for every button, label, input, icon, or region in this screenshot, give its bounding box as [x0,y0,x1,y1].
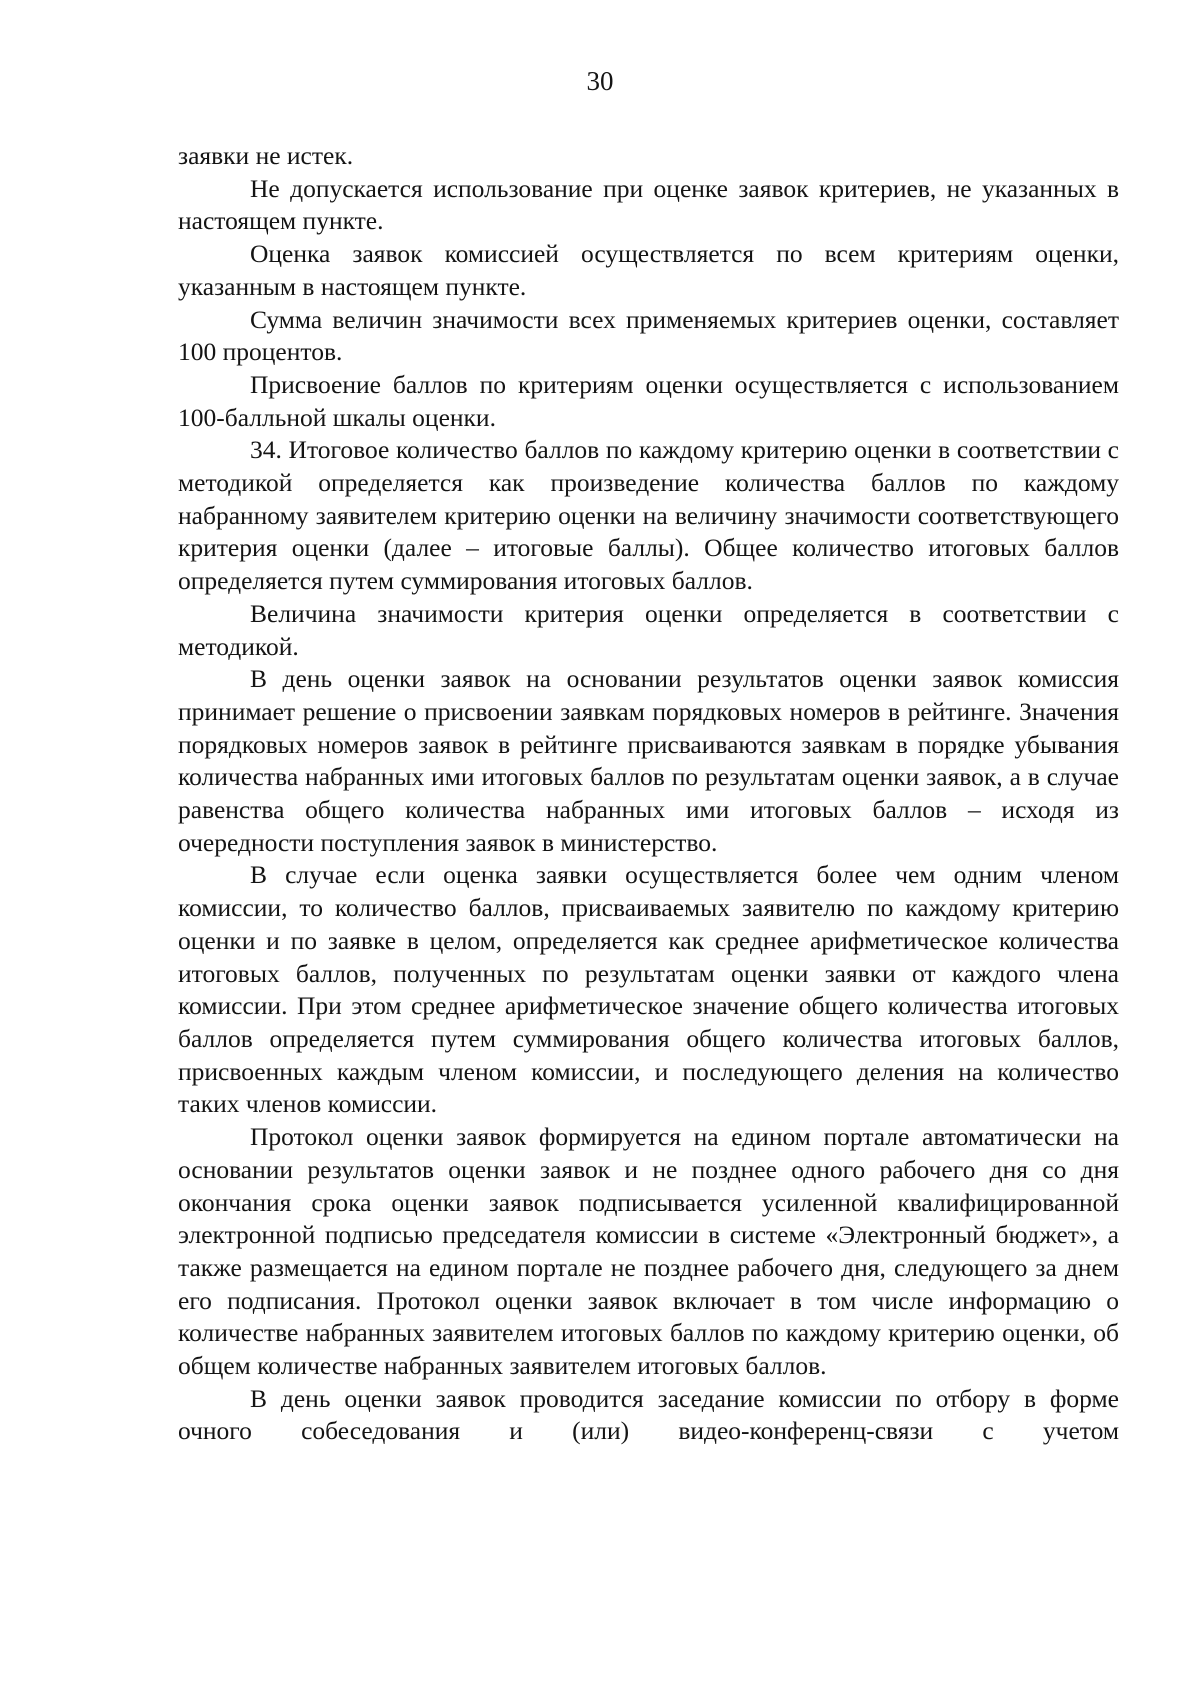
paragraph: В случае если оценка заявки осуществляется более чем одним членом комиссии, то количество баллов, присваиваемых заявителю по каждому критерию оценки и по заявке в целом, определяется как среднее арифметическое количества итоговых баллов, полученных по результатам оценки заявки от каждого члена комиссии. При этом среднее арифметическое значение общего количества итоговых баллов определяется путем суммирования общего количества итоговых баллов, присвоенных каждым членом комиссии, и последующего деления на количество таких членов комиссии. [178,860,1119,1119]
paragraph-item-34: 34. Итоговое количество баллов по каждому критерию оценки в соответствии с методикой определяется как произведение количества баллов по каждому набранному заявителем критерию оценки на величину значимости соответствующего критерия оценки (далее – итоговые баллы). Общее количество итоговых баллов определяется путем суммирования итоговых баллов. [178,435,1119,596]
paragraph: Присвоение баллов по критериям оценки осуществляется с использованием 100-балльной шкалы оценки. [178,369,1119,432]
paragraph: Оценка заявок комиссией осуществляется по всем критериям оценки, указанным в настоящем пункте. [178,239,1119,301]
document-body [178,140,1119,1448]
paragraph: Протокол оценки заявок формируется на едином портале автоматически на основании результатов оценки заявок и не позднее одного рабочего дня со дня окончания срока оценки заявок подписывается усиленной квалифицированной электронной подписью председателя комиссии в системе «Электронный бюджет», а также размещается на едином портале не позднее рабочего дня, следующего за днем его подписания. Протокол оценки заявок включает в том числе информацию о количестве набранных заявителем итоговых баллов по каждому критерию оценки, об общем количестве набранных заявителем итоговых баллов. [178,1122,1119,1381]
paragraph-continuation: заявки не истек. [178,141,354,170]
paragraph-truncated: В день оценки заявок проводится заседание комиссии по отбору в форме очного собеседования и (или) видео-конференц-связи с учетом [178,1383,1119,1446]
paragraph: Величина значимости критерия оценки определяется в соответствии с методикой. [178,598,1119,661]
paragraph: Сумма величин значимости всех применяемых критериев оценки, составляет 100 процентов. [178,304,1119,367]
paragraph: Не допускается использование при оценке заявок критериев, не указанных в настоящем пункте. [178,173,1119,236]
page-number: 30 [586,66,614,96]
paragraph: В день оценки заявок на основании результатов оценки заявок комиссия принимает решение о присвоении заявкам порядковых номеров в рейтинге. Значения порядковых номеров заявок в рейтинге присваиваются заявкам в порядке убывания количества набранных ими итоговых баллов по результатам оценки заявок, а в случае равенства общего количества набранных ими итоговых баллов – исходя из очередности поступления заявок в министерство. [178,664,1119,857]
